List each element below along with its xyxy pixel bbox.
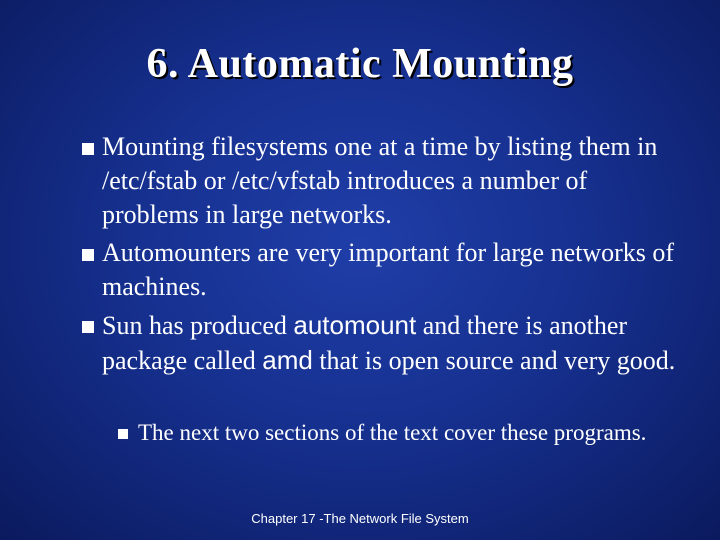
bullet-text-post: that is open source and very good. [312,346,676,375]
slide-title: 6. Automatic Mounting [146,41,574,87]
sub-bullet-item [118,418,718,448]
amd-term: amd [262,345,313,375]
bullet-text-mid: and there is another package called [102,311,628,375]
square-bullet-icon [82,249,94,261]
automount-term: automount [293,310,417,340]
square-bullet-icon [82,321,94,333]
bullet-item [80,308,680,378]
sub-bullet-text: The next two sections of the text cover these programs. [138,420,647,445]
bullet-item [80,236,680,304]
square-bullet-icon [82,143,94,155]
bullet-list [80,130,680,382]
slide-footer: Chapter 17 -The Network File System [251,511,469,526]
square-bullet-icon [118,429,128,439]
bullet-text: Mounting filesystems one at a time by listing them in /etc/fstab or /etc/vfstab introduces a number of problems in large networks. [102,132,658,229]
bullet-text-pre: Sun has produced [102,311,294,340]
bullet-item [80,130,680,232]
bullet-text: Automounters are very important for large networks of machines. [102,238,675,301]
